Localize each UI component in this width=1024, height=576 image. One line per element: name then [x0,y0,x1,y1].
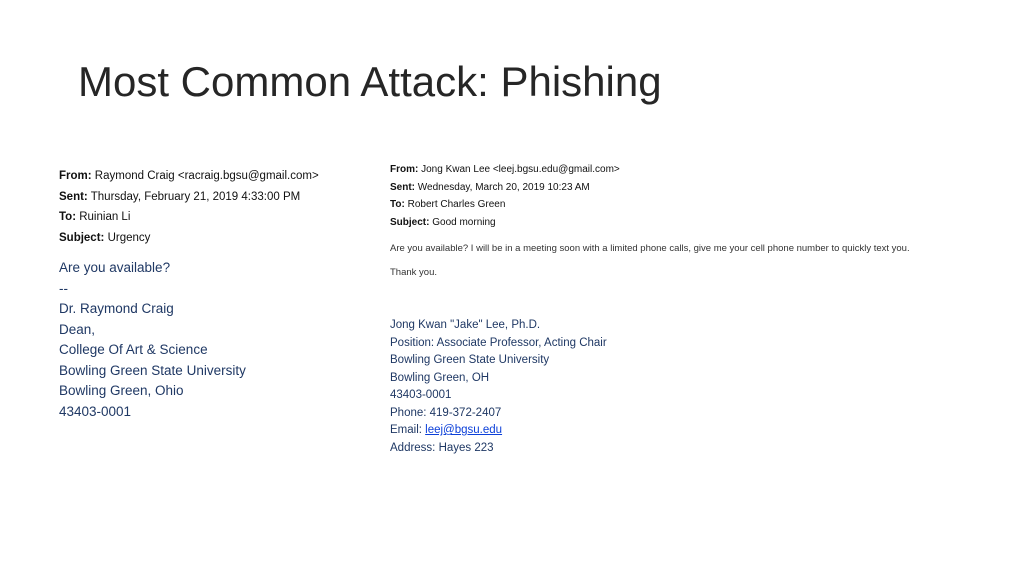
sent-label: Sent: [59,190,88,203]
subject-label: Subject: [390,216,430,228]
body-line: Bowling Green, Ohio [59,383,184,398]
signature-zip: 43403-0001 [390,389,452,401]
subject-line [390,214,990,232]
from-label: From: [390,164,419,175]
email-link[interactable]: leej@bgsu.edu [425,424,503,436]
email-body [59,258,359,422]
to-line [59,207,359,228]
subject-line [59,228,359,249]
email-signature [390,317,990,457]
thank-you-text: Thank you. [390,267,437,278]
signature-university: Bowling Green State University [390,354,550,366]
body-line: -- [59,280,68,296]
from-value: Jong Kwan Lee <leej.bgsu.edu@gmail.com> [421,164,620,175]
to-label: To: [59,211,77,223]
from-line [390,161,990,179]
from-line [59,166,359,187]
signature-phone: Phone: 419-372-2407 [390,406,502,419]
body-line: Dr. Raymond Craig [59,301,174,316]
to-line [390,196,990,214]
subject-value: Urgency [107,231,151,244]
subject-value: Good morning [432,216,496,228]
subject-label: Subject: [59,231,105,244]
slide-title: Most Common Attack: Phishing [78,58,662,105]
phishing-email-right [390,161,990,457]
signature-address: Address: Hayes 223 [390,441,494,454]
sent-label: Sent: [390,181,415,193]
email-body: Are you available? I will be in a meeting soon with a limited phone calls, give me your cell phone number to quickly text you. [390,243,910,254]
signature-email-line [390,422,990,440]
from-value: Raymond Craig <racraig.bgsu@gmail.com> [94,170,319,182]
sent-line [59,187,359,208]
phishing-email-left [59,166,359,422]
to-label: To: [390,199,405,210]
to-value: Ruinian Li [79,211,131,223]
body-line: 43403-0001 [59,403,132,419]
signature-city: Bowling Green, OH [390,371,490,384]
sent-line [390,179,990,197]
body-line: Bowling Green State University [59,362,246,378]
signature-name: Jong Kwan "Jake" Lee, Ph.D. [390,319,541,331]
from-label: From: [59,170,92,182]
sent-value: Wednesday, March 20, 2019 10:23 AM [417,181,590,193]
body-line: Are you available? [59,260,171,275]
body-line: Dean, [59,321,96,337]
body-line: College Of Art & Science [59,342,208,357]
sent-value: Thursday, February 21, 2019 4:33:00 PM [90,190,301,203]
to-value: Robert Charles Green [407,199,506,210]
signature-position: Position: Associate Professor, Acting Chair [390,336,607,349]
signature-email-label: Email: [390,424,426,436]
